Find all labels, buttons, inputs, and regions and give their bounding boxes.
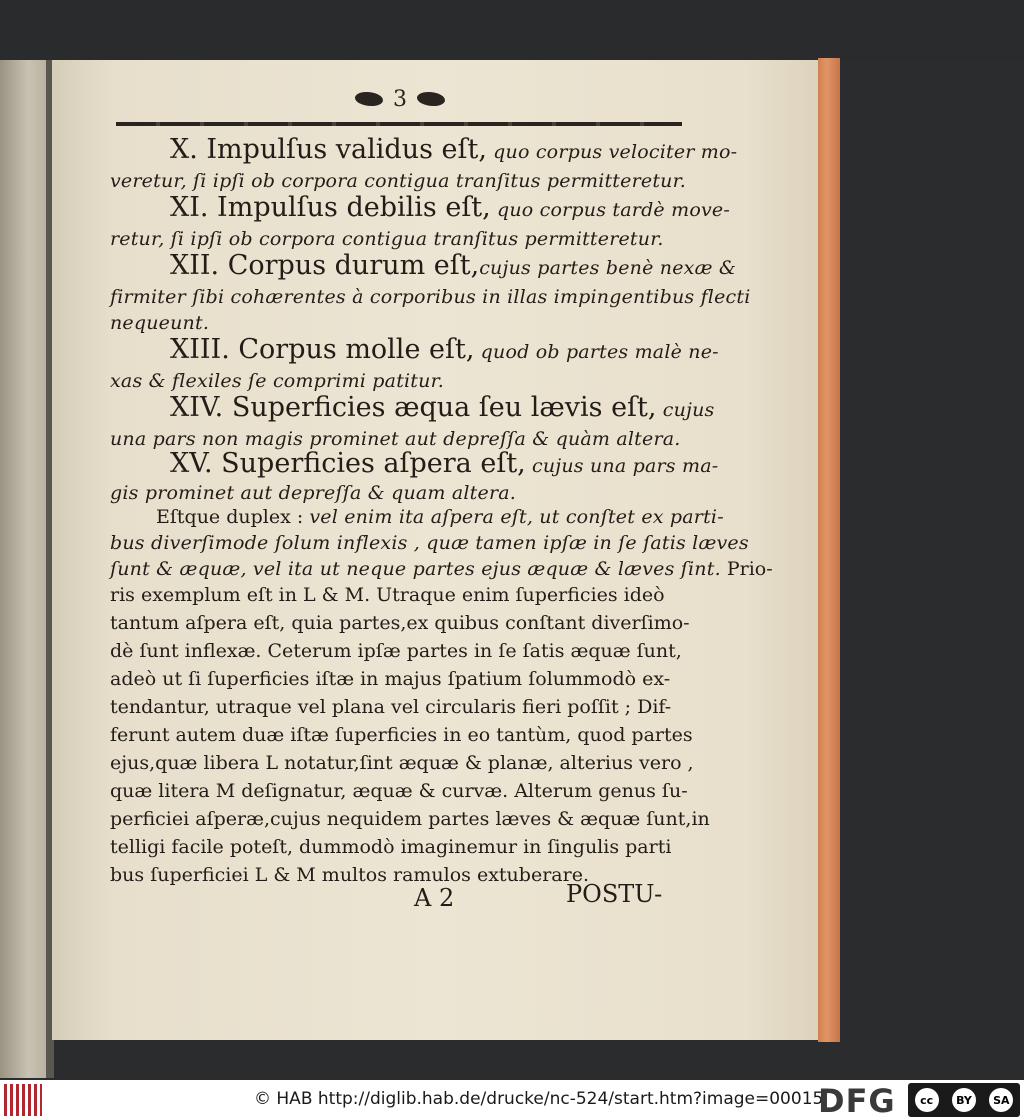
text-run: vel enim ita aſpera eſt, ut conſtet ex parti- xyxy=(309,506,724,528)
text-line xyxy=(110,668,670,690)
sa-icon: SA xyxy=(989,1088,1013,1112)
ornament-right-icon xyxy=(417,92,445,106)
text-line xyxy=(110,808,710,830)
text-line xyxy=(170,250,736,281)
copyright-link[interactable]: © HAB http://diglib.hab.de/drucke/nc-524/start.htm?image=00015 xyxy=(254,1089,824,1109)
text-run: nequeunt. xyxy=(110,312,210,334)
text-line xyxy=(156,506,724,528)
facing-page-edge xyxy=(0,60,52,1078)
text-line xyxy=(170,134,737,165)
text-run: ſunt & æquæ, vel ita ut neque partes ejus æquæ & læves ſint. xyxy=(110,558,721,580)
text-run: retur, ſi ipſi ob corpora contigua tranſitus permitteretur. xyxy=(110,228,664,250)
text-run: xas & flexiles ſe comprimi patitur. xyxy=(110,370,445,392)
viewer-footer xyxy=(0,1080,1024,1120)
header-rule xyxy=(116,122,682,126)
text-run: XI. Impulſus debilis eſt, xyxy=(170,192,491,223)
text-line xyxy=(110,312,209,334)
text-run: firmiter ſibi cohærentes à corporibus in illas impingentibus flecti xyxy=(110,286,751,308)
text-line xyxy=(110,532,749,554)
running-header xyxy=(340,84,460,114)
text-run: tendantur, utraque vel plana vel circularis fieri poſſit ; Dif- xyxy=(110,696,672,718)
by-icon: BY xyxy=(952,1088,976,1112)
text-line xyxy=(110,584,665,606)
text-run: cujus una pars ma- xyxy=(525,455,719,477)
text-run: quo corpus tardè move- xyxy=(490,199,730,221)
text-run: bus diverſimode ſolum inflexis , quæ tamen ipſæ in ſe ſatis læves xyxy=(110,532,749,554)
dfg-logo: DFG xyxy=(818,1082,896,1120)
text-run: ris exemplum eſt in L & M. Utraque enim ſuperficies ideò xyxy=(110,584,665,606)
text-line xyxy=(110,558,773,580)
text-run: XV. Superficies aſpera eſt, xyxy=(170,448,526,479)
text-line xyxy=(110,780,688,802)
text-run: XIV. Superficies æqua ſeu lævis eſt, xyxy=(170,392,657,423)
text-run: una pars non magis prominet aut depreſſa & quàm altera. xyxy=(110,428,681,450)
text-run: tantum aſpera eſt, quia partes,ex quibus conſtant diverſimo- xyxy=(110,612,690,634)
ornament-left-icon xyxy=(355,92,383,106)
text-line xyxy=(170,334,719,365)
text-line xyxy=(110,170,686,192)
page-number: 3 xyxy=(393,86,407,112)
text-run: dè ſunt inflexæ. Ceterum ipſæ partes in ſe ſatis æquæ ſunt, xyxy=(110,640,682,662)
text-run: gis prominet aut depreſſa & quam altera. xyxy=(110,482,516,504)
text-line xyxy=(110,864,589,886)
text-run: cujus xyxy=(656,399,715,421)
text-run: quod ob partes malè ne- xyxy=(474,341,719,363)
text-line xyxy=(110,612,690,634)
text-line xyxy=(110,428,681,450)
scanner-background xyxy=(0,0,1024,60)
hab-logo-icon xyxy=(4,1084,42,1116)
text-run: XII. Corpus durum eſt, xyxy=(170,250,480,281)
text-run: X. Impulſus validus eſt, xyxy=(170,134,487,165)
text-run: Prio- xyxy=(720,558,773,580)
page-fore-edge xyxy=(818,58,840,1042)
text-line xyxy=(110,286,750,308)
cc-license-badge[interactable] xyxy=(908,1083,1020,1117)
text-run: Eſtque duplex : xyxy=(156,506,310,528)
text-run: adeò ut ſi ſuperficies iſtæ in majus ſpatium ſolummodò ex- xyxy=(110,668,671,690)
text-line xyxy=(110,228,664,250)
text-run: cujus partes benè nexæ & xyxy=(479,257,736,279)
text-run: ferunt autem duæ iſtæ ſuperficies in eo tantùm, quod partes xyxy=(110,724,693,746)
text-run: veretur, ſi ipſi ob corpora contigua tranſitus permitteretur. xyxy=(110,170,687,192)
text-line xyxy=(110,696,671,718)
text-line xyxy=(170,392,715,423)
text-line xyxy=(170,448,718,479)
text-run: perficiei aſperæ,cujus nequidem partes læves & æquæ ſunt,in xyxy=(110,808,710,830)
text-run: ejus,quæ libera L notatur,ſint æquæ & planæ, alterius vero , xyxy=(110,752,694,774)
text-run: quæ litera M deſignatur, æquæ & curvæ. Alterum genus ſu- xyxy=(110,780,688,802)
cc-icon: cc xyxy=(915,1088,939,1112)
text-line xyxy=(110,482,516,504)
text-run: quo corpus velociter mo- xyxy=(486,141,738,163)
text-run: telligi facile poteſt, dummodò imaginemur in ſingulis parti xyxy=(110,836,672,858)
signature-mark: A 2 xyxy=(414,884,455,912)
catchword: POSTU- xyxy=(566,880,663,908)
text-line xyxy=(110,640,682,662)
text-run: XIII. Corpus molle eſt, xyxy=(170,334,475,365)
text-line xyxy=(110,724,693,746)
text-line xyxy=(110,836,671,858)
text-line xyxy=(110,752,694,774)
text-run: bus ſuperficiei L & M multos ramulos extuberare. xyxy=(110,864,589,886)
text-line xyxy=(110,370,444,392)
text-line xyxy=(170,192,730,223)
